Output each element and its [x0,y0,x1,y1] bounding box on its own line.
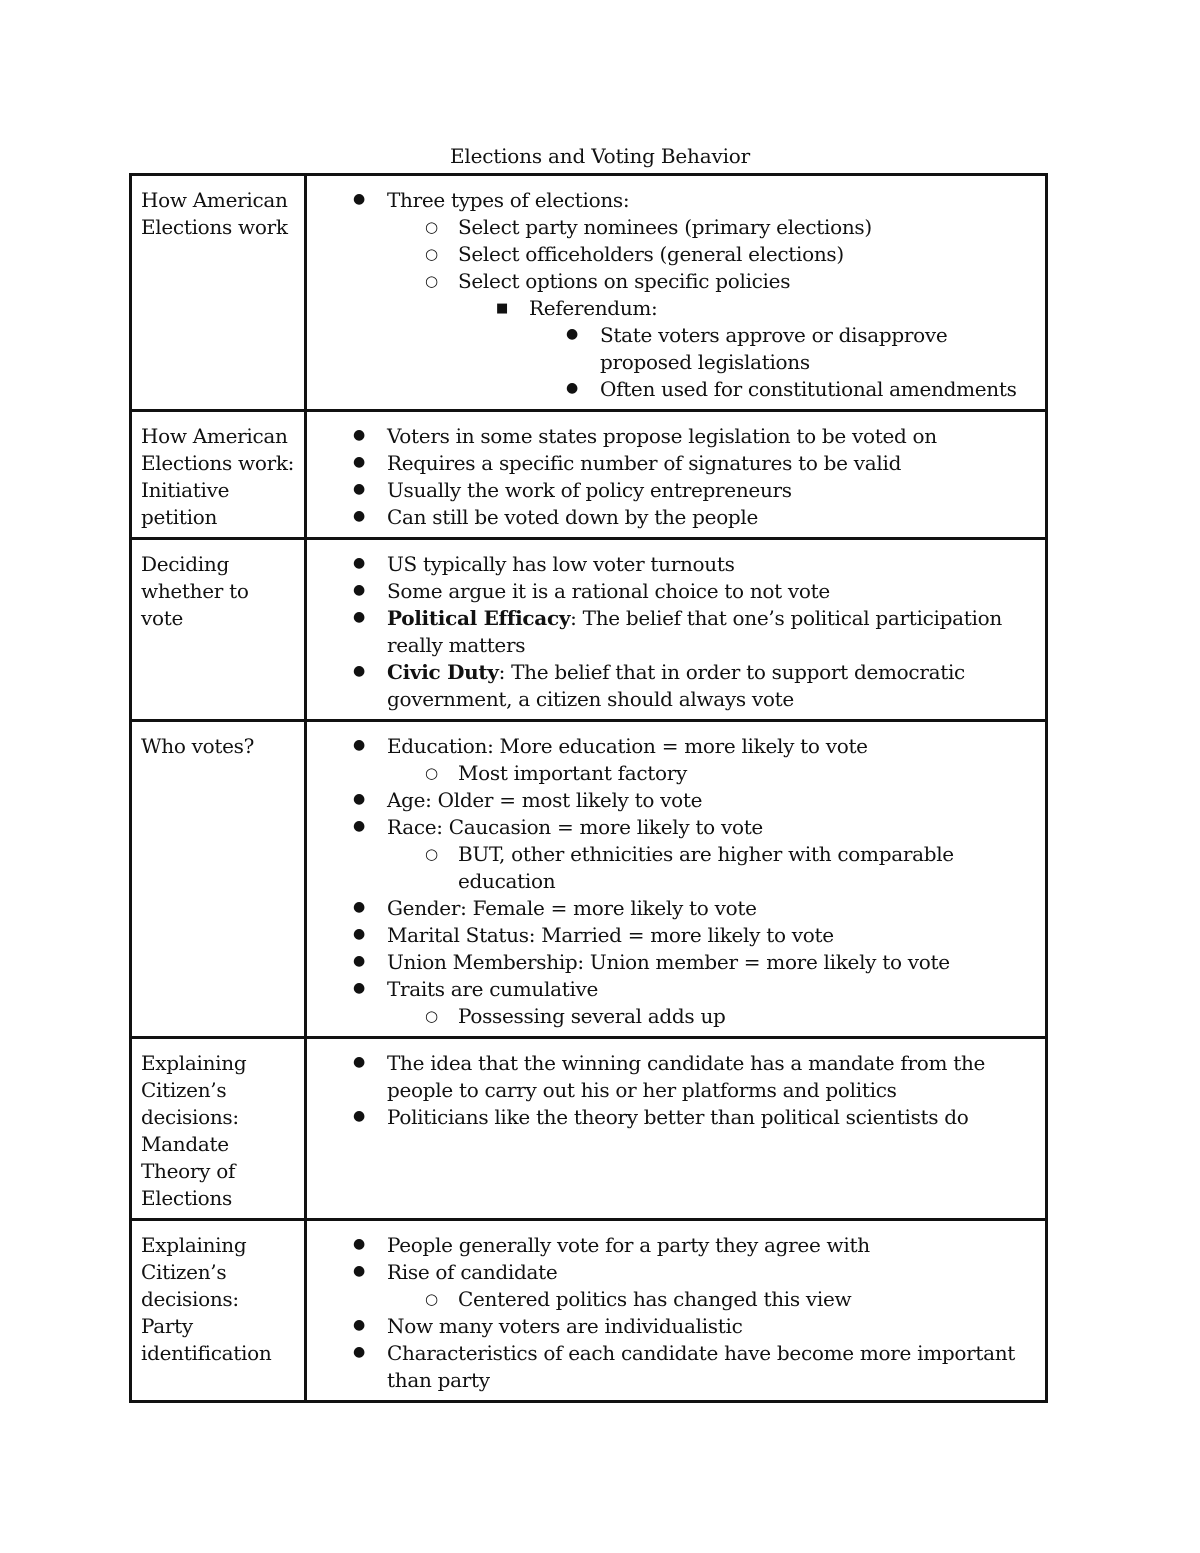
bullet-text: : The belief that one’s political participation really matters [387,606,1002,657]
bullet-item [316,450,1037,477]
bullet-text: Marital Status: Married = more likely to vote [387,923,834,947]
topic-cell: Deciding whether to vote [131,539,306,721]
bullet-item [316,1104,1037,1131]
bullet-text: Education: More education = more likely to vote [387,734,868,758]
bullet-item [316,605,1037,659]
bullet-item [387,841,1037,895]
bullet-item [316,922,1037,949]
bullet-list-level-1 [316,423,1037,531]
bullet-list-level-1 [316,551,1037,713]
table-row [131,1038,1047,1220]
bullet-text: Voters in some states propose legislation to be voted on [387,424,937,448]
table-row [131,175,1047,411]
bullet-text: Politicians like the theory better than political scientists do [387,1105,969,1129]
bullet-item [387,214,1037,241]
topic-cell: Who votes? [131,721,306,1038]
topic-cell: Explaining Citizen’s decisions: Party identification [131,1220,306,1402]
bullet-item [316,1313,1037,1340]
bullet-text: Gender: Female = more likely to vote [387,896,757,920]
bullet-item [387,760,1037,787]
bullet-item [316,1259,1037,1313]
bullet-text: Often used for constitutional amendments [600,377,1017,401]
bullet-text: US typically has low voter turnouts [387,552,735,576]
bullet-item [458,295,1037,403]
bullet-text: Union Membership: Union member = more likely to vote [387,950,950,974]
bullet-text: Traits are cumulative [387,977,599,1001]
bullet-text: The idea that the winning candidate has a mandate from the people to carry out his or her platforms and politics [387,1051,986,1102]
bullet-item [316,976,1037,1030]
bullet-item [316,578,1037,605]
topic-cell: How American Elections work: Initiative petition [131,411,306,539]
notes-cell [306,539,1047,721]
notes-cell [306,721,1047,1038]
bullet-item [316,187,1037,403]
bullet-list-level-2 [387,1286,1037,1313]
bullet-text: Possessing several adds up [458,1004,726,1028]
bullet-item [316,1050,1037,1104]
bullet-text: Some argue it is a rational choice to not vote [387,579,830,603]
bullet-text: Referendum: [529,296,658,320]
notes-table-body [131,175,1047,1402]
bullet-text: Now many voters are individualistic [387,1314,743,1338]
bullet-text: : The belief that in order to support democratic government, a citizen should always vote [387,660,965,711]
bullet-list-level-2 [387,760,1037,787]
bullet-item [387,1286,1037,1313]
notes-cell [306,175,1047,411]
bullet-list-level-4 [529,322,1037,403]
bullet-text: State voters approve or disapprove proposed legislations [600,323,948,374]
bullet-item [529,376,1037,403]
bullet-list-level-1 [316,1050,1037,1131]
bullet-text: Most important factory [458,761,688,785]
bullet-item [529,322,1037,376]
bullet-item [316,551,1037,578]
bullet-list-level-1 [316,1232,1037,1394]
bullet-item [316,504,1037,531]
bullet-list-level-1 [316,733,1037,1030]
bullet-text: Race: Caucasion = more likely to vote [387,815,763,839]
bullet-list-level-3 [458,295,1037,403]
bullet-text: Three types of elections: [387,188,630,212]
bullet-text: Select party nominees (primary elections) [458,215,872,239]
key-term: Political Efficacy [387,606,571,630]
bullet-list-level-2 [387,1003,1037,1030]
bullet-list-level-2 [387,214,1037,403]
bullet-text: Age: Older = most likely to vote [387,788,703,812]
bullet-item [316,477,1037,504]
table-row [131,721,1047,1038]
bullet-text: Select options on specific policies [458,269,791,293]
page-title: Elections and Voting Behavior [450,144,750,168]
bullet-item [387,1003,1037,1030]
bullet-text: Rise of candidate [387,1260,558,1284]
bullet-item [316,949,1037,976]
bullet-item [316,814,1037,895]
key-term: Civic Duty [387,660,499,684]
notes-table [129,173,1048,1403]
notes-cell [306,1220,1047,1402]
topic-cell: How American Elections work [131,175,306,411]
bullet-item [387,241,1037,268]
bullet-item [316,1340,1037,1394]
bullet-text: Characteristics of each candidate have become more important than party [387,1341,1016,1392]
bullet-item [316,423,1037,450]
bullet-item [316,659,1037,713]
bullet-list-level-1 [316,187,1037,403]
bullet-text: People generally vote for a party they agree with [387,1233,870,1257]
bullet-text: Select officeholders (general elections) [458,242,844,266]
table-row [131,1220,1047,1402]
notes-cell [306,1038,1047,1220]
bullet-item [387,268,1037,403]
bullet-text: Requires a specific number of signatures to be valid [387,451,902,475]
bullet-text: Usually the work of policy entrepreneurs [387,478,792,502]
bullet-text: Centered politics has changed this view [458,1287,852,1311]
bullet-item [316,733,1037,787]
topic-cell: Explaining Citizen’s decisions: Mandate Theory of Elections [131,1038,306,1220]
table-row [131,539,1047,721]
notes-cell [306,411,1047,539]
bullet-list-level-2 [387,841,1037,895]
bullet-item [316,787,1037,814]
table-row [131,411,1047,539]
bullet-item [316,895,1037,922]
bullet-text: BUT, other ethnicities are higher with comparable education [458,842,954,893]
bullet-item [316,1232,1037,1259]
bullet-text: Can still be voted down by the people [387,505,759,529]
